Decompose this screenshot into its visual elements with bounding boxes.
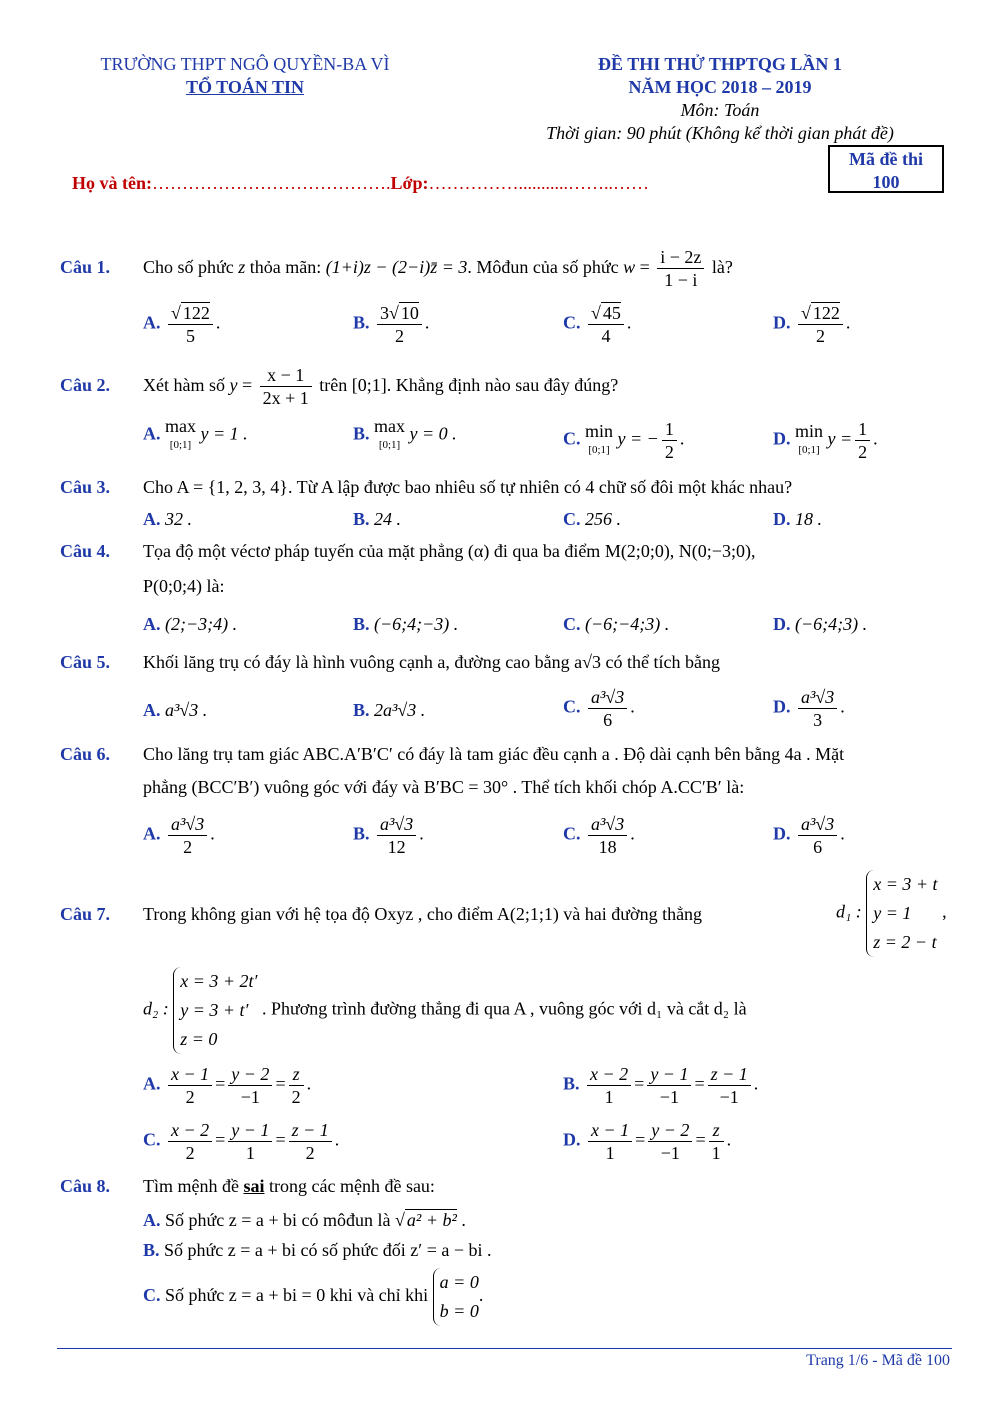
q1-option-a: A. $\frac{√ 122}{5}$ . (143, 303, 221, 346)
q2-den: 2x + 1 (262, 388, 309, 409)
q2-option-rhs: y = (827, 428, 853, 449)
q4-option-value: (−6;4;3) . (795, 614, 868, 634)
q2-option-sub: [0;1] (588, 444, 610, 456)
q7-d2-eq2: y = 3 + t′ (180, 1000, 249, 1020)
q8-text (143, 1176, 435, 1197)
q5-option-value: 2a³√3 . (374, 700, 426, 720)
q6-option-d: D. $\frac{\text{a³√3}}{6}$ . (773, 814, 845, 857)
q8-text-b: sai (243, 1176, 265, 1196)
q7-text: Trong không gian với hệ tọa độ Oxyz , cho điểm A(2;1;1) và hai đường thẳng (143, 904, 703, 924)
q4-option-letter: B. (353, 614, 370, 634)
q1-option-frac: $\frac{3√ 10}{2}$ (377, 302, 422, 347)
q2-option-frac (662, 418, 677, 463)
q7-d1-eq2: y = 1 (873, 903, 912, 923)
q4-option-value: (−6;4;−3) . (374, 614, 459, 634)
q1-option-c: C. $\frac{√ 45}{4}$ . (563, 303, 632, 346)
q5-option-num: a³√3 (591, 687, 625, 707)
q3-option-d (773, 509, 822, 530)
q2-option-sub: [0;1] (378, 439, 401, 451)
q4-option-d (773, 614, 867, 635)
q2-option-sub: [0;1] (169, 439, 192, 451)
q8-option-b (143, 1240, 492, 1261)
q4-option-c (563, 614, 669, 635)
q7-option-num: y − 2 (231, 1064, 270, 1084)
q4-option-a (143, 614, 237, 635)
q2-option-rhs: y = − (617, 428, 659, 449)
q1-text-d: là? (711, 257, 733, 277)
q8-option-b-text: Số phức z = a + bi có số phức đối z′ = a − bi . (164, 1240, 492, 1260)
school-year: NĂM HỌC 2018 – 2019 (628, 77, 812, 97)
q7-option-den: 1 (711, 1143, 721, 1163)
name-class-line (72, 173, 649, 194)
q3-option-letter: C. (563, 509, 581, 529)
q7-option-den: −1 (660, 1143, 680, 1163)
q7-option-frac (289, 1063, 304, 1108)
q7-option-frac (587, 1063, 631, 1108)
q4-option-b (353, 614, 458, 635)
q5-text: Khối lăng trụ có đáy là hình vuông cạnh a, đường cao bằng a√3 có thể tích bằng (143, 652, 720, 672)
q8-text-a: Tìm mệnh đề (143, 1176, 239, 1196)
q7-option-den: 2 (185, 1087, 195, 1107)
q1-option-letter: A. (143, 312, 161, 333)
q6-text: Cho lăng trụ tam giác ABC.A′B′C′ có đáy là tam giác đều cạnh a . Độ dài cạnh bên bằng 4a . Mặt (143, 744, 845, 764)
q1-option-letter: C. (563, 312, 581, 333)
q7-d2-eq1: x = 3 + 2t′ (180, 971, 258, 991)
q1-option-frac: $\frac{√ 122}{2}$ (798, 302, 843, 347)
class-label: Lớp: (390, 173, 429, 193)
q6-option-num: a³√3 (380, 814, 414, 834)
q7-option-den: 1 (604, 1087, 614, 1107)
q8-option-a-expr: a² + b² (406, 1210, 457, 1230)
q7-option-den: −1 (719, 1087, 739, 1107)
q8-option-a: A. Số phức z = a + bi có môđun là √ a² + b² . (143, 1210, 466, 1230)
q7-d2 (143, 967, 747, 1054)
q3-option-value: 24 . (374, 509, 402, 529)
q1-option-d: D. $\frac{√ 122}{2}$ . (773, 303, 851, 346)
q6-option-letter: C. (563, 823, 581, 844)
q3-option-letter: D. (773, 509, 791, 529)
q7-option-den: 2 (291, 1087, 301, 1107)
q2-option-rhs: y = 1 . (200, 423, 248, 444)
q2-text-b: trên (319, 375, 348, 395)
q1-option-den: 2 (815, 326, 825, 346)
q8-option-b-letter: B. (143, 1240, 160, 1260)
q7-d1: d₁ : x = 3 + t y = 1 z = 2 − t , (836, 870, 947, 957)
page-footer: Trang 1/6 - Mã đề 100 (806, 1352, 950, 1369)
q8-option-a-letter: A. (143, 1210, 161, 1230)
name-label: Họ và tên: (72, 173, 152, 193)
q2-option-a (143, 418, 248, 453)
q8-option-c-eq2: b = 0 (439, 1301, 479, 1321)
name-dots: …………………………………. (152, 173, 391, 193)
q1-option-frac: $\frac{√ 122}{5}$ (168, 302, 213, 347)
q2-half-den: 2 (664, 442, 674, 462)
q6-text2: phẳng (BCC′B′) vuông góc với đáy và B′BC = 30° . Thể tích khối chóp A.CC′B′ là: (143, 777, 745, 797)
q1-expr: (1+i)z − (2−i)z̄ = 3 (325, 257, 468, 277)
q2-option-letter: C. (563, 428, 581, 449)
q8-option-c-text: Số phức z = a + bi = 0 khi và chỉ khi (165, 1285, 429, 1306)
q3-label: Câu 3. (60, 477, 111, 497)
exam-time: Thời gian: 90 phút (Không kể thời gian phát đề) (546, 123, 894, 143)
q6-option-frac (377, 813, 416, 858)
q7-option-num: y − 1 (650, 1064, 689, 1084)
q6-option-c: C. $\frac{\text{a³√3}}{18}$ . (563, 814, 635, 857)
q2-half-num: 1 (855, 418, 870, 441)
q2-text-c: . Khẳng định nào sau đây đúng? (386, 375, 619, 395)
q4-option-letter: D. (773, 614, 791, 634)
q5-label: Câu 5. (60, 652, 111, 672)
q2-half-num: 1 (662, 418, 677, 441)
q6-option-den: 18 (598, 837, 617, 857)
q3-option-value: 32 . (165, 509, 192, 529)
q7-option-d: D. $\frac{x - 1}{1}$ = $\frac{y - 2}{-1}$ = $\frac{z}{1}$ . (563, 1120, 732, 1163)
q2-option-op: max (165, 416, 196, 436)
q7-d1-name: d₁ : (836, 901, 862, 922)
q2-option-d: D. min [0;1] y = $\frac{1}{2}$ . (773, 419, 878, 462)
q5-option-frac (588, 686, 627, 731)
q7-option-num: z (292, 1064, 300, 1084)
q1-text-a: Cho số phức (143, 257, 234, 277)
q3-option-value: 18 . (795, 509, 822, 529)
q3-option-letter: B. (353, 509, 370, 529)
q7-option-frac (709, 1119, 724, 1164)
q1-option-letter: D. (773, 312, 791, 333)
q7-option-num: x − 2 (590, 1064, 629, 1084)
q4-option-letter: A. (143, 614, 161, 634)
q2-option-letter: D. (773, 428, 791, 449)
q7-option-num: x − 1 (591, 1120, 630, 1140)
q2-frac (260, 364, 312, 409)
q6-option-den: 6 (813, 837, 823, 857)
q2-half-den: 2 (858, 442, 868, 462)
q5-option-den: 6 (603, 710, 613, 730)
q1-option-radicand: 45 (602, 303, 621, 323)
q7-option-letter: A. (143, 1073, 161, 1094)
q7-option-num: z − 1 (710, 1064, 748, 1084)
footer-rule (57, 1348, 952, 1349)
q1-option-letter: B. (353, 312, 370, 333)
q6-option-num: a³√3 (171, 814, 205, 834)
q7-option-c: C. $\frac{x - 2}{2}$ = $\frac{y - 1}{1}$ = $\frac{z - 1}{2}$ . (143, 1120, 340, 1163)
q2-num: x − 1 (260, 364, 312, 387)
q6-option-a: A. $\frac{\text{a³√3}}{2}$ . (143, 814, 215, 857)
q6-option-num: a³√3 (801, 814, 835, 834)
q5-option-letter: D. (773, 696, 791, 717)
q4-option-value: (2;−3;4) . (165, 614, 238, 634)
q5-option-frac (798, 686, 837, 731)
q7-option-a: A. $\frac{x - 1}{2}$ = $\frac{y - 2}{-1}$ = $\frac{z}{2}$ . (143, 1064, 312, 1107)
exam-code: 100 (872, 172, 900, 192)
q3-text: Cho A = {1, 2, 3, 4}. Từ A lập được bao nhiêu số tự nhiên có 4 chữ số đôi một khác nhau? (143, 477, 793, 497)
q4-text: Tọa độ một véctơ pháp tuyến của mặt phẳng (α) đi qua ba điểm M(2;0;0), N(0;−3;0), (143, 541, 756, 561)
q1-option-b: B. $\frac{3√ 10}{2}$ . (353, 303, 430, 346)
q4-text2: P(0;0;4) là: (143, 576, 225, 596)
q1-text-c: . Môđun của số phức (467, 257, 619, 277)
q7-option-den: 2 (185, 1143, 195, 1163)
q8-option-c-system (433, 1268, 479, 1326)
q7-d1-eq1: x = 3 + t (873, 874, 938, 894)
q7-label: Câu 7. (60, 904, 111, 924)
exam-code-label: Mã đề thi (849, 149, 923, 169)
q7-d1-eq3: z = 2 − t (873, 932, 937, 952)
q1-text: Cho số phức z thỏa mãn: (1+i)z − (2−i)z̄ = 3. Môđun của số phức w = $\frac{i - 2z}{1 - i}$ là? (143, 247, 733, 291)
q7-option-num: y − 2 (651, 1120, 690, 1140)
q4-label: Câu 4. (60, 541, 111, 561)
q3-option-c (563, 509, 621, 530)
q6-option-b: B. $\frac{\text{a³√3}}{12}$ . (353, 814, 424, 857)
exam-header (490, 53, 950, 145)
q6-option-letter: A. (143, 823, 161, 844)
q7-option-den: 1 (245, 1143, 255, 1163)
subject: Môn: Toán (680, 100, 760, 120)
q5-option-den: 3 (813, 710, 823, 730)
q7-option-frac (168, 1119, 212, 1164)
q2-option-rhs: y = 0 . (409, 423, 457, 444)
q7-option-den: 2 (305, 1143, 315, 1163)
q7-option-letter: C. (143, 1129, 161, 1150)
q7-text2: . Phương trình đường thẳng đi qua A , vuông góc với d₁ và cắt d₂ là (262, 998, 747, 1019)
q3-option-a (143, 509, 192, 530)
q1-option-coef: 3 (380, 303, 390, 323)
q5-option-d: D. $\frac{\text{a³√3}}{3}$ . (773, 687, 845, 730)
q7-d2-eq3: z = 0 (180, 1029, 218, 1049)
q7-option-num: z − 1 (291, 1120, 329, 1140)
q7-option-num: x − 1 (171, 1064, 210, 1084)
q2-text: Xét hàm số y = $\frac{x - 1}{2x + 1}$ trên [0;1]. Khẳng định nào sau đây đúng? (143, 365, 619, 409)
q7-option-frac (228, 1119, 272, 1164)
q7-d1-system (866, 870, 937, 957)
q3-option-value: 256 . (585, 509, 621, 529)
q5-option-letter: B. (353, 700, 370, 720)
q1-w-frac (657, 246, 704, 291)
q1-w-num: i − 2z (657, 246, 704, 269)
q7-option-frac (228, 1063, 272, 1108)
q1-option-frac: $\frac{√ 45}{4}$ (588, 302, 624, 347)
q5-option-b (353, 700, 425, 721)
q2-option-letter: A. (143, 423, 161, 444)
q5-option-value: a³√3 . (165, 700, 208, 720)
q5-option-c: C. $\frac{\text{a³√3}}{6}$ . (563, 687, 635, 730)
q7-option-num: x − 2 (171, 1120, 210, 1140)
q7-option-letter: D. (563, 1129, 581, 1150)
q2-option-c: C. min [0;1] y = − $\frac{1}{2}$ . (563, 419, 685, 462)
q4-option-letter: C. (563, 614, 581, 634)
q2-option-frac (855, 418, 870, 463)
q6-option-frac (588, 813, 627, 858)
q5-option-letter: A. (143, 700, 161, 720)
q2-option-b (353, 418, 457, 453)
school-name: TRƯỜNG THPT NGÔ QUYỀN-BA VÌ (100, 54, 390, 74)
q5-option-letter: C. (563, 696, 581, 717)
q7-option-frac (647, 1063, 691, 1108)
school-header (60, 53, 430, 99)
q7-option-letter: B. (563, 1073, 580, 1094)
q8-option-c-letter: C. (143, 1285, 161, 1306)
q1-label: Câu 1. (60, 257, 111, 277)
q7-option-frac (708, 1063, 751, 1108)
q1-text-b: thỏa mãn: (249, 257, 322, 277)
q1-option-den: 5 (185, 326, 195, 346)
department-name: TỔ TOÁN TIN (185, 77, 305, 97)
q6-option-letter: D. (773, 823, 791, 844)
q1-option-den: 4 (601, 326, 611, 346)
q2-option-op: min (795, 421, 824, 441)
exam-title: ĐỀ THI THỬ THPTQG LẦN 1 (598, 54, 842, 74)
q8-text-c: trong các mệnh đề sau: (269, 1176, 435, 1196)
q7-option-frac (588, 1119, 632, 1164)
q3-option-letter: A. (143, 509, 161, 529)
q2-text-a: Xét hàm số (143, 375, 225, 395)
q7-d2-system (173, 967, 257, 1054)
q5-option-a (143, 700, 207, 721)
q8-label: Câu 8. (60, 1176, 111, 1196)
q1-option-den: 2 (394, 326, 404, 346)
q1-option-radicand: 122 (182, 303, 210, 323)
q7-option-den: 1 (605, 1143, 615, 1163)
q7-option-frac (648, 1119, 692, 1164)
class-dots: ……………...........……..…… (428, 173, 649, 193)
q2-option-letter: B. (353, 423, 370, 444)
q7-option-den: −1 (240, 1087, 260, 1107)
q6-option-den: 12 (387, 837, 406, 857)
q7-option-num: y − 1 (231, 1120, 270, 1140)
q8-option-a-text: Số phức z = a + bi có môđun là (165, 1210, 391, 1230)
q1-option-radicand: 122 (812, 303, 840, 323)
q2-option-sub: [0;1] (798, 444, 820, 456)
q6-label: Câu 6. (60, 744, 111, 764)
q2-interval: [0;1] (351, 375, 387, 395)
q4-option-value: (−6;−4;3) . (585, 614, 670, 634)
q1-w-den: 1 − i (664, 270, 698, 291)
q7-option-num: z (712, 1120, 720, 1140)
q3-option-b (353, 509, 401, 530)
q8-option-c-eq1: a = 0 (439, 1272, 479, 1292)
q7-option-den: −1 (659, 1087, 679, 1107)
q2-label: Câu 2. (60, 375, 111, 395)
q6-option-frac (798, 813, 837, 858)
exam-code-box (828, 145, 944, 193)
q6-option-num: a³√3 (591, 814, 625, 834)
q7-option-frac (289, 1119, 332, 1164)
q7-option-b: B. $\frac{x - 2}{1}$ = $\frac{y - 1}{-1}$ = $\frac{z - 1}{-1}$ . (563, 1064, 759, 1107)
q1-option-radicand: 10 (400, 303, 419, 323)
q8-option-c: C. Số phức z = a + bi = 0 khi và chỉ khi a = 0 b = 0 . (143, 1268, 483, 1326)
q5-option-num: a³√3 (801, 687, 835, 707)
q6-option-den: 2 (183, 837, 193, 857)
q2-option-op: min (585, 421, 614, 441)
q6-option-frac (168, 813, 207, 858)
q7-option-frac (168, 1063, 212, 1108)
q7-d2-name: d₂ : (143, 998, 169, 1019)
q6-option-letter: B. (353, 823, 370, 844)
q2-option-op: max (374, 416, 406, 436)
